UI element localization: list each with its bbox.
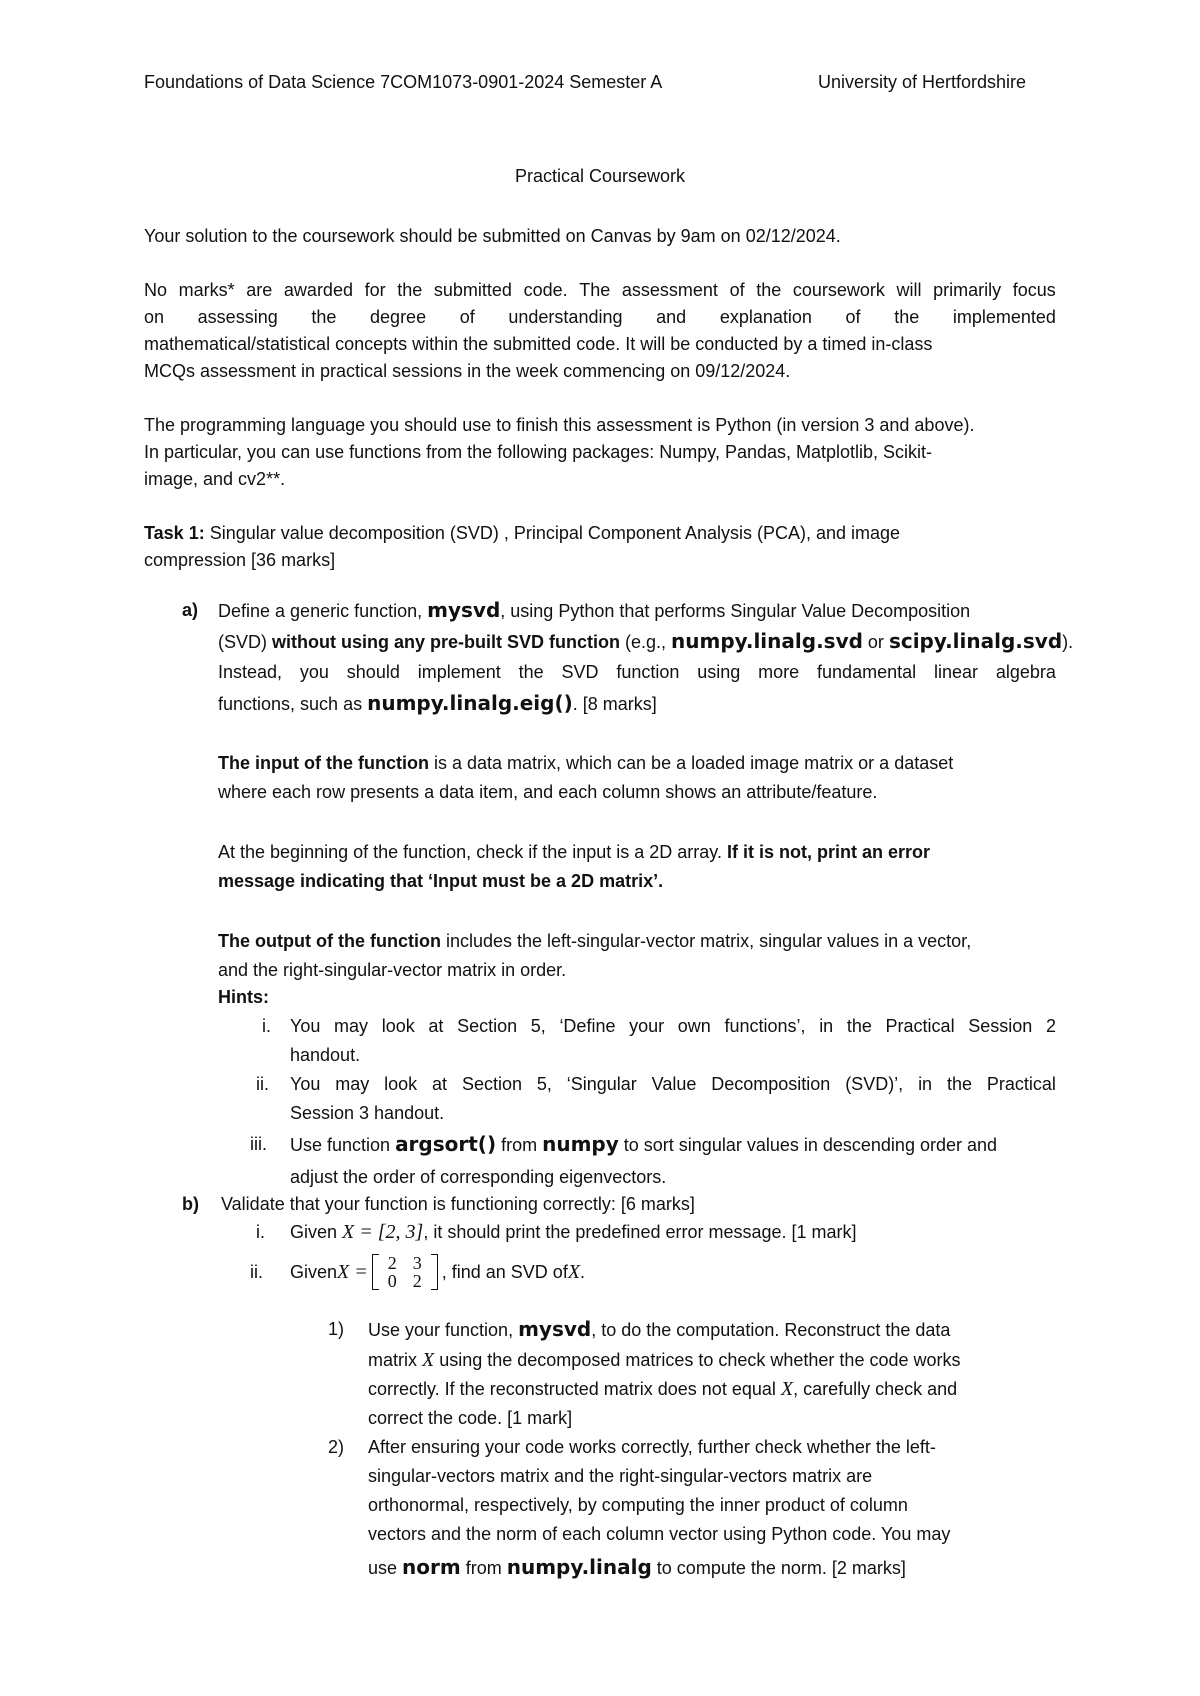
word: primarily <box>933 280 1002 300</box>
word: look <box>384 1074 418 1094</box>
sub-2-num: 2) <box>328 1437 345 1457</box>
norm-code: norm <box>402 1555 461 1579</box>
item-b-ii-num: ii. <box>250 1262 263 1282</box>
item-a-line3 <box>218 658 1056 686</box>
word: 5, <box>530 1016 546 1036</box>
word: understanding <box>508 307 623 327</box>
word: coursework <box>792 280 885 300</box>
word: code. <box>523 280 568 300</box>
word: assessing <box>197 307 278 327</box>
word: at <box>432 1074 448 1094</box>
word: in <box>918 1074 933 1094</box>
hint-iii-num: iii. <box>250 1134 267 1154</box>
word: for <box>364 280 386 300</box>
task1-title: Singular value decomposition (SVD) , Principal Component Analysis (PCA), and image <box>204 523 901 543</box>
word: The <box>579 280 611 300</box>
word: fundamental <box>817 662 917 682</box>
word: own <box>677 1016 711 1036</box>
word: Decomposition <box>711 1074 831 1094</box>
submission-text: Your solution to the coursework should be submitted on Canvas by 9am on 02/12/2024. <box>144 226 841 246</box>
word: function <box>616 662 680 682</box>
word: You <box>290 1016 321 1036</box>
header-course: Foundations of Data Science 7COM1073-0901-2024 Semester A <box>144 72 663 92</box>
hint-i-num: i. <box>262 1016 271 1036</box>
hints-label: Hints: <box>218 987 269 1007</box>
language-para-line2: In particular, you can use functions from the following packages: Numpy, Pandas, Matplotlib, Scikit- <box>144 442 933 462</box>
matrix-cell: 2 <box>387 1253 397 1273</box>
word: degree <box>370 307 427 327</box>
word: implemented <box>952 307 1056 327</box>
word: more <box>758 662 800 682</box>
word: are <box>246 280 273 300</box>
word: Session <box>968 1016 1033 1036</box>
word: and <box>656 307 687 327</box>
word: marks* <box>178 280 235 300</box>
hint-i-line1 <box>290 1012 1056 1040</box>
word: will <box>896 280 922 300</box>
header-university: University of Hertfordshire <box>818 72 1027 92</box>
word: ‘Singular <box>566 1074 637 1094</box>
language-para-line3: image, and cv2**. <box>144 469 286 489</box>
task1-label: Task 1: <box>144 523 205 543</box>
word: Section <box>461 1074 522 1094</box>
word: you <box>299 662 329 682</box>
word: may <box>334 1016 369 1036</box>
word: the <box>518 662 544 682</box>
word: focus <box>1012 280 1056 300</box>
word: your <box>629 1016 665 1036</box>
word: algebra <box>995 662 1056 682</box>
word: the <box>756 280 782 300</box>
word: implement <box>417 662 501 682</box>
word: 2 <box>1045 1016 1056 1036</box>
word: the <box>846 1016 872 1036</box>
x-equals-label: X = <box>337 1261 368 1283</box>
numpy-linalg-code: numpy.linalg <box>506 1555 652 1579</box>
word: 5, <box>536 1074 552 1094</box>
output-para-line2: and the right-singular-vector matrix in order. <box>218 960 567 980</box>
output-para-line1: The output of the function includes the left-singular-vector matrix, singular values in a vector, <box>218 931 972 951</box>
marks-para-line2 <box>144 303 1056 331</box>
item-a-line4: functions, such as numpy.linalg.eig(). [8 marks] <box>218 691 657 715</box>
item-b-ii-text: Given X = 2 3 0 2 , find an SVD of X . <box>290 1247 585 1297</box>
word: the <box>946 1074 972 1094</box>
word: the <box>397 280 423 300</box>
hint-ii-line1 <box>290 1070 1056 1098</box>
word: in <box>819 1016 834 1036</box>
mysvd-code: mysvd <box>427 598 501 622</box>
check-para-line1: At the beginning of the function, check if the input is a 2D array. If it is not, print an error <box>218 842 930 862</box>
hint-ii-num: ii. <box>256 1074 269 1094</box>
word: Instead, <box>218 662 283 682</box>
item-b-text: Validate that your function is functioning correctly: [6 marks] <box>221 1194 695 1214</box>
sub-2-line5: use norm from numpy.linalg to compute the norm. [2 marks] <box>368 1555 906 1579</box>
word: the <box>894 307 920 327</box>
argsort-code: argsort() <box>395 1132 497 1156</box>
mysvd-code-2: mysvd <box>518 1317 592 1341</box>
x-equals-vector: X = [2, 3] <box>342 1221 424 1243</box>
matrix-cell: 3 <box>412 1253 422 1273</box>
matrix-cell: 2 <box>412 1271 422 1291</box>
hint-ii-line2: Session 3 handout. <box>290 1103 445 1123</box>
word: Practical <box>885 1016 955 1036</box>
word: on <box>144 307 165 327</box>
word: Section <box>457 1016 518 1036</box>
word: ‘Define <box>559 1016 616 1036</box>
word: may <box>335 1074 370 1094</box>
word: submitted <box>433 280 512 300</box>
word: explanation <box>719 307 812 327</box>
marks-para-line4: MCQs assessment in practical sessions in the week commencing on 09/12/2024. <box>144 361 791 381</box>
check-para-line2: message indicating that ‘Input must be a 2D matrix’. <box>218 871 664 891</box>
word: using <box>697 662 741 682</box>
input-para-line2: where each row presents a data item, and each column shows an attribute/feature. <box>218 782 878 802</box>
sub-2-line1: After ensuring your code works correctly, further check whether the left- <box>368 1437 936 1457</box>
task1-title-line2: compression [36 marks] <box>144 550 336 570</box>
sub-2-line4: vectors and the norm of each column vector using Python code. You may <box>368 1524 951 1544</box>
word: of <box>459 307 475 327</box>
item-b-i-text: Given X = [2, 3], it should print the predefined error message. [1 mark] <box>290 1221 857 1243</box>
item-b-label: b) <box>182 1194 199 1214</box>
word: Practical <box>986 1074 1056 1094</box>
word: (SVD)’, <box>845 1074 904 1094</box>
word: should <box>346 662 400 682</box>
word: look <box>381 1016 415 1036</box>
sub-1-num: 1) <box>328 1319 345 1339</box>
sub-2-line2: singular-vectors matrix and the right-singular-vectors matrix are <box>368 1466 873 1486</box>
x-matrix <box>372 1254 438 1290</box>
item-b-i-num: i. <box>256 1222 265 1242</box>
hint-iii-line2: adjust the order of corresponding eigenvectors. <box>290 1167 667 1187</box>
sub-1-line2: matrix X using the decomposed matrices to check whether the code works <box>368 1349 961 1371</box>
sub-1-line3: correctly. If the reconstructed matrix does not equal X, carefully check and <box>368 1378 958 1400</box>
item-a-line1: Define a generic function, mysvd, using Python that performs Singular Value Decomposition <box>218 598 971 622</box>
word: No <box>144 280 168 300</box>
numpy-code: numpy <box>542 1132 619 1156</box>
word: of <box>845 307 861 327</box>
task1-heading <box>144 519 900 547</box>
word: assessment <box>621 280 718 300</box>
item-a-label: a) <box>182 600 199 620</box>
numpy-eig-code: numpy.linalg.eig() <box>367 691 573 715</box>
sub-2-line3: orthonormal, respectively, by computing the inner product of column <box>368 1495 908 1515</box>
numpy-svd-code: numpy.linalg.svd <box>671 629 863 653</box>
word: at <box>428 1016 444 1036</box>
marks-para-line1 <box>144 276 1056 304</box>
word: Value <box>651 1074 697 1094</box>
item-a-line2: (SVD) without using any pre-built SVD function (e.g., numpy.linalg.svd or scipy.linalg.svd). <box>218 629 1074 653</box>
input-para-line1: The input of the function is a data matrix, which can be a loaded image matrix or a dataset <box>218 753 954 773</box>
word: the <box>311 307 337 327</box>
marks-para-line3: mathematical/statistical concepts within the submitted code. It will be conducted by a timed in-class <box>144 334 933 354</box>
word: functions’, <box>724 1016 806 1036</box>
sub-1-line1: Use your function, mysvd, to do the computation. Reconstruct the data <box>368 1317 951 1341</box>
sub-1-line4: correct the code. [1 mark] <box>368 1408 573 1428</box>
page-title: Practical Coursework <box>514 166 686 186</box>
scipy-svd-code: scipy.linalg.svd <box>888 629 1063 653</box>
word: You <box>290 1074 321 1094</box>
word: SVD <box>561 662 599 682</box>
language-para-line1: The programming language you should use to finish this assessment is Python (in version 3 and above). <box>144 415 975 435</box>
word: awarded <box>283 280 353 300</box>
hint-iii-line1: Use function argsort() from numpy to sort singular values in descending order and <box>290 1132 998 1156</box>
word: linear <box>933 662 978 682</box>
matrix-cell: 0 <box>387 1271 397 1291</box>
word: of <box>729 280 745 300</box>
hint-i-line2: handout. <box>290 1045 361 1065</box>
